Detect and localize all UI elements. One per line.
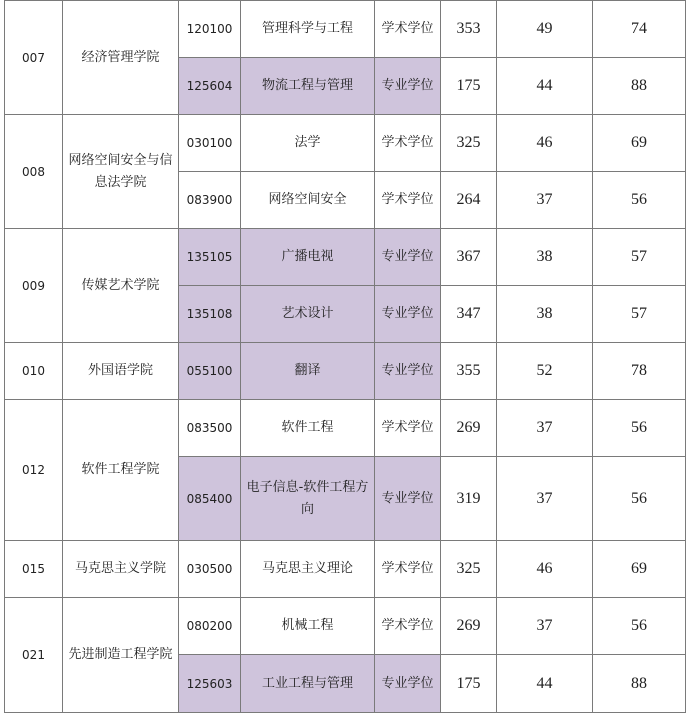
table-row bbox=[5, 541, 686, 598]
single-score-b-cell: 78 bbox=[593, 343, 686, 400]
degree-type-cell: 专业学位 bbox=[375, 457, 441, 541]
score-table bbox=[4, 0, 686, 713]
degree-type-cell: 学术学位 bbox=[375, 115, 441, 172]
degree-type-cell: 专业学位 bbox=[375, 58, 441, 115]
major-code-cell: 125604 bbox=[179, 58, 241, 115]
total-score-cell: 264 bbox=[441, 172, 497, 229]
total-score-cell: 367 bbox=[441, 229, 497, 286]
single-score-a-cell: 46 bbox=[497, 115, 593, 172]
total-score-cell: 353 bbox=[441, 1, 497, 58]
major-name-cell: 管理科学与工程 bbox=[241, 1, 375, 58]
single-score-b-cell: 88 bbox=[593, 655, 686, 713]
major-code-cell: 030500 bbox=[179, 541, 241, 598]
table-row bbox=[5, 343, 686, 400]
total-score-cell: 269 bbox=[441, 400, 497, 457]
school-code-cell: 010 bbox=[5, 343, 63, 400]
major-name-cell: 网络空间安全 bbox=[241, 172, 375, 229]
major-name-cell: 翻译 bbox=[241, 343, 375, 400]
degree-type-cell: 专业学位 bbox=[375, 343, 441, 400]
table-row bbox=[5, 115, 686, 172]
school-code-cell: 007 bbox=[5, 1, 63, 115]
degree-type-cell: 学术学位 bbox=[375, 172, 441, 229]
table-row bbox=[5, 229, 686, 286]
major-code-cell: 083500 bbox=[179, 400, 241, 457]
single-score-a-cell: 44 bbox=[497, 58, 593, 115]
total-score-cell: 175 bbox=[441, 655, 497, 713]
major-code-cell: 055100 bbox=[179, 343, 241, 400]
major-code-cell: 083900 bbox=[179, 172, 241, 229]
single-score-b-cell: 56 bbox=[593, 172, 686, 229]
degree-type-cell: 学术学位 bbox=[375, 598, 441, 655]
total-score-cell: 319 bbox=[441, 457, 497, 541]
school-name-cell: 先进制造工程学院 bbox=[63, 598, 179, 713]
major-name-cell: 马克思主义理论 bbox=[241, 541, 375, 598]
degree-type-cell: 专业学位 bbox=[375, 655, 441, 713]
major-code-cell: 135108 bbox=[179, 286, 241, 343]
degree-type-cell: 学术学位 bbox=[375, 541, 441, 598]
school-code-cell: 021 bbox=[5, 598, 63, 713]
single-score-b-cell: 69 bbox=[593, 541, 686, 598]
single-score-a-cell: 52 bbox=[497, 343, 593, 400]
single-score-a-cell: 37 bbox=[497, 598, 593, 655]
school-name-cell: 软件工程学院 bbox=[63, 400, 179, 541]
single-score-b-cell: 56 bbox=[593, 598, 686, 655]
major-code-cell: 125603 bbox=[179, 655, 241, 713]
school-name-cell: 马克思主义学院 bbox=[63, 541, 179, 598]
major-code-cell: 120100 bbox=[179, 1, 241, 58]
single-score-a-cell: 49 bbox=[497, 1, 593, 58]
single-score-b-cell: 69 bbox=[593, 115, 686, 172]
single-score-a-cell: 37 bbox=[497, 457, 593, 541]
major-name-cell: 广播电视 bbox=[241, 229, 375, 286]
total-score-cell: 325 bbox=[441, 115, 497, 172]
school-name-cell: 传媒艺术学院 bbox=[63, 229, 179, 343]
single-score-a-cell: 37 bbox=[497, 400, 593, 457]
school-code-cell: 008 bbox=[5, 115, 63, 229]
table-row bbox=[5, 598, 686, 655]
total-score-cell: 347 bbox=[441, 286, 497, 343]
single-score-b-cell: 57 bbox=[593, 286, 686, 343]
major-name-cell: 电子信息-软件工程方向 bbox=[241, 457, 375, 541]
total-score-cell: 269 bbox=[441, 598, 497, 655]
degree-type-cell: 学术学位 bbox=[375, 400, 441, 457]
degree-type-cell: 专业学位 bbox=[375, 229, 441, 286]
single-score-b-cell: 56 bbox=[593, 457, 686, 541]
single-score-a-cell: 37 bbox=[497, 172, 593, 229]
school-code-cell: 012 bbox=[5, 400, 63, 541]
school-name-cell: 经济管理学院 bbox=[63, 1, 179, 115]
single-score-a-cell: 38 bbox=[497, 229, 593, 286]
single-score-b-cell: 88 bbox=[593, 58, 686, 115]
single-score-a-cell: 44 bbox=[497, 655, 593, 713]
single-score-b-cell: 56 bbox=[593, 400, 686, 457]
single-score-a-cell: 46 bbox=[497, 541, 593, 598]
major-name-cell: 物流工程与管理 bbox=[241, 58, 375, 115]
major-name-cell: 软件工程 bbox=[241, 400, 375, 457]
major-code-cell: 085400 bbox=[179, 457, 241, 541]
major-code-cell: 030100 bbox=[179, 115, 241, 172]
single-score-b-cell: 57 bbox=[593, 229, 686, 286]
school-name-cell: 外国语学院 bbox=[63, 343, 179, 400]
total-score-cell: 355 bbox=[441, 343, 497, 400]
major-code-cell: 080200 bbox=[179, 598, 241, 655]
degree-type-cell: 学术学位 bbox=[375, 1, 441, 58]
table-row bbox=[5, 400, 686, 457]
major-name-cell: 工业工程与管理 bbox=[241, 655, 375, 713]
major-name-cell: 艺术设计 bbox=[241, 286, 375, 343]
total-score-cell: 175 bbox=[441, 58, 497, 115]
major-code-cell: 135105 bbox=[179, 229, 241, 286]
school-code-cell: 009 bbox=[5, 229, 63, 343]
total-score-cell: 325 bbox=[441, 541, 497, 598]
single-score-b-cell: 74 bbox=[593, 1, 686, 58]
school-code-cell: 015 bbox=[5, 541, 63, 598]
school-name-cell: 网络空间安全与信息法学院 bbox=[63, 115, 179, 229]
degree-type-cell: 专业学位 bbox=[375, 286, 441, 343]
major-name-cell: 法学 bbox=[241, 115, 375, 172]
table-row bbox=[5, 1, 686, 58]
single-score-a-cell: 38 bbox=[497, 286, 593, 343]
major-name-cell: 机械工程 bbox=[241, 598, 375, 655]
